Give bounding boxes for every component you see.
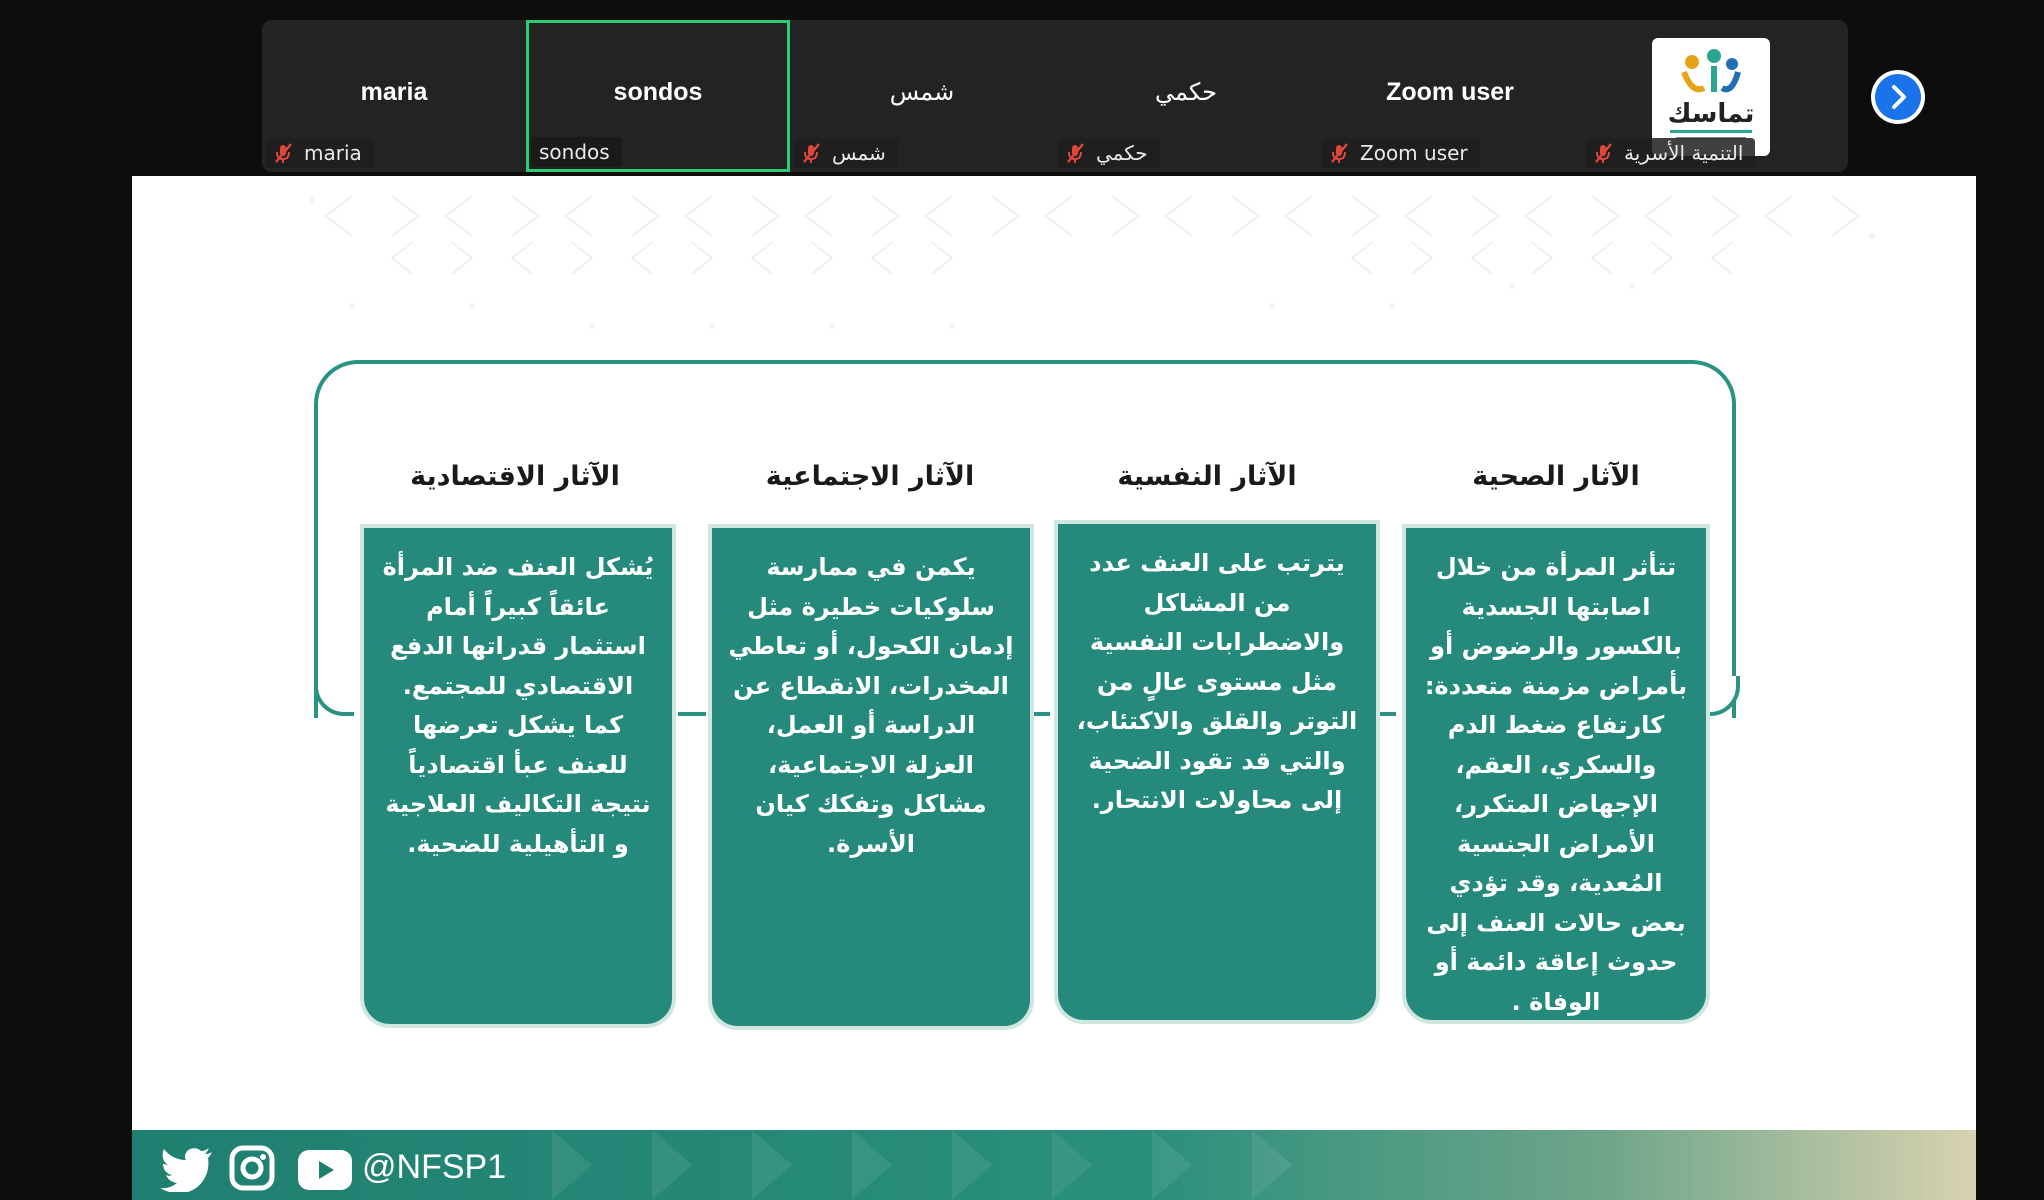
shared-slide [132,176,1976,1200]
column-title-social: الآثار الاجتماعية [765,461,975,492]
footer-decoration [1152,1130,1192,1200]
footer-decoration [1252,1130,1292,1200]
participant-tile-family-development[interactable] [1582,20,1846,172]
chevron-right-icon [1875,74,1921,120]
footer-decoration [652,1130,692,1200]
column-card-economic: يُشكل العنف ضد المرأة عائقاً كبيراً أمام استثمار قدراتها الدفع الاقتصادي للمجتمع. كما يشكل تعرضها للعنف عبأ اقتصادياً نتيجة التكاليف العلاجية و التأهيلية للضحية. [360,524,676,1028]
column-card-psychological: يترتب على العنف عدد من المشاكل والاضطرابات النفسية مثل مستوى عالٍ من التوتر والقلق والاكتئاب، والتي قد تقود الضحية إلى محاولات الانتحار. [1054,520,1380,1024]
participant-name: شمس [889,78,955,106]
participant-tag-label: شمس [832,141,886,165]
participant-tile-maria[interactable] [262,20,526,172]
participant-tag [531,137,622,167]
participant-strip [262,20,1848,172]
participant-tile-zoom-user[interactable] [1318,20,1582,172]
mic-muted-icon [1064,142,1086,164]
twitter-icon [160,1146,214,1192]
participant-tile-sondos[interactable] [526,20,790,172]
instagram-icon [228,1144,276,1192]
next-page-button-inner [1875,74,1921,120]
column-card-health: تتأثر المرأة من خلال اصابتها الجسدية بالكسور والرضوض أو بأمراض مزمنة متعددة: كارتفاع ضغط الدم والسكري، العقم، الإجهاض المتكرر، الأمراض الجنسية المُعدية، وقد تؤدي بعض حالات العنف إلى حدوث إعاقة دائمة أو الوفاة . [1402,524,1710,1024]
logo-text: تماسك [1667,99,1755,129]
decorative-pattern [192,176,1952,346]
next-page-button[interactable] [1871,70,1925,124]
participant-tag [794,138,898,168]
participant-tile-hakami[interactable] [1054,20,1318,172]
column-title-psychological: الآثار النفسية [1117,461,1297,492]
footer-decoration [752,1130,792,1200]
participant-tag [1322,138,1480,168]
youtube-icon [298,1150,352,1190]
participant-tag [266,138,374,168]
slide-footer [132,1130,1976,1200]
participant-tag-label: حكمي [1096,141,1148,165]
mic-muted-icon [1328,142,1350,164]
mic-muted-icon [1592,142,1614,164]
participant-tile-shams[interactable] [790,20,1054,172]
participant-name: حكمي [1155,78,1217,106]
footer-decoration [1052,1130,1092,1200]
participant-tag-label: Zoom user [1360,141,1468,165]
frame-connector [678,712,706,716]
participant-tag-label: sondos [539,140,610,164]
mic-muted-icon [800,142,822,164]
mic-muted-icon [272,142,294,164]
participant-tag-label: التنمية الأسرية [1624,141,1744,165]
participant-name: sondos [613,78,703,106]
footer-decoration [852,1130,892,1200]
participant-tag [1058,138,1160,168]
footer-decoration [952,1130,992,1200]
participant-name: Zoom user [1386,78,1514,106]
column-card-social: يكمن في ممارسة سلوكيات خطيرة مثل إدمان الكحول، أو تعاطي المخدرات، الانقطاع عن الدراسة أو العمل، العزلة الاجتماعية، مشاكل وتفكك كيان الأسرة. [708,524,1034,1030]
social-handle: @NFSP1 [362,1148,507,1186]
participant-tag [1586,138,1755,168]
participant-tag-label: maria [304,141,362,165]
participant-name: maria [360,78,428,106]
footer-decoration [552,1130,592,1200]
column-title-health: الآثار الصحية [1472,461,1640,492]
column-title-economic: الآثار الاقتصادية [410,461,620,492]
